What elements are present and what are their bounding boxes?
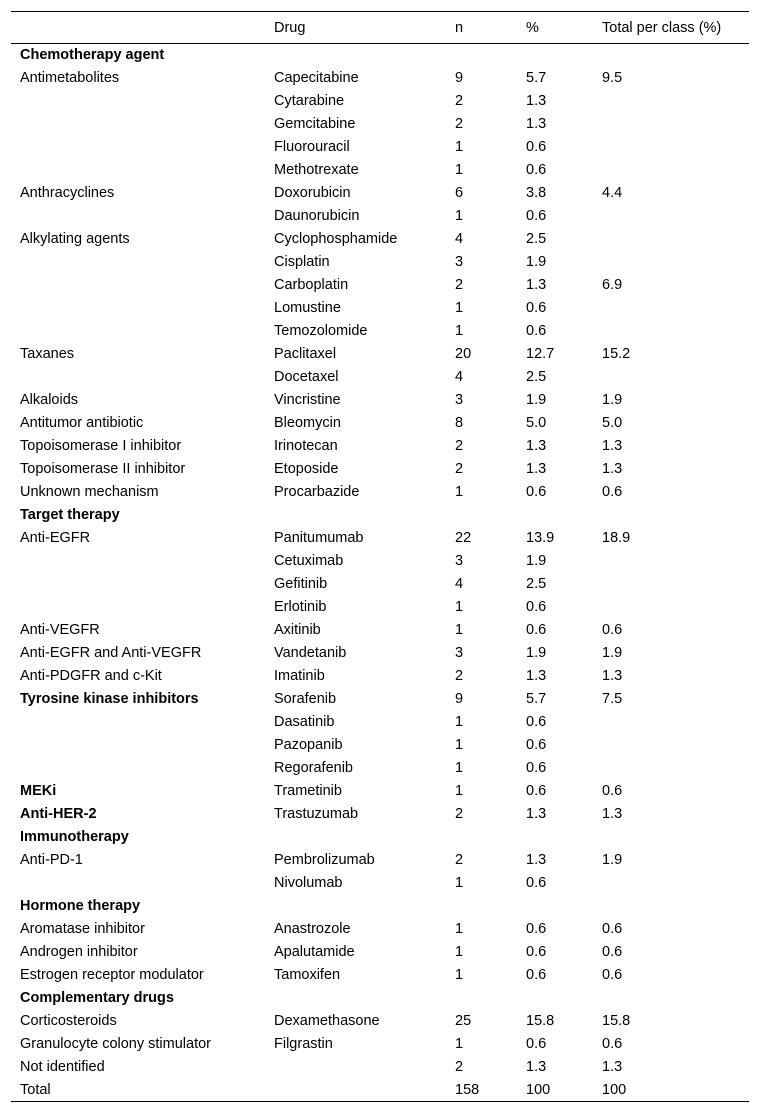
drug-cell: Imatinib — [274, 668, 325, 684]
n-cell: 2 — [455, 116, 464, 132]
class-cell: Granulocyte colony stimulator — [20, 1036, 211, 1052]
table-row — [11, 113, 749, 136]
class-cell: Anti-EGFR — [20, 530, 91, 546]
table-row — [11, 343, 749, 366]
n-cell: 4 — [455, 231, 464, 247]
table-row — [11, 67, 749, 90]
total-cell — [593, 251, 749, 274]
drug-cell — [265, 987, 446, 1010]
n-cell: 2 — [455, 438, 464, 454]
class-cell: Topoisomerase II inhibitor — [20, 461, 186, 477]
drug-cell: Daunorubicin — [274, 208, 360, 224]
header-n: n — [446, 12, 517, 44]
n-cell: 2 — [455, 277, 464, 293]
percent-cell: 0.6 — [526, 875, 547, 891]
drug-cell: Trametinib — [274, 783, 342, 799]
percent-cell: 1.3 — [526, 852, 547, 868]
n-cell: 2 — [455, 1059, 464, 1075]
class-cell: MEKi — [20, 783, 57, 799]
class-cell: Complementary drugs — [20, 990, 174, 1006]
percent-cell — [517, 987, 593, 1010]
drug-cell: Irinotecan — [274, 438, 338, 454]
class-cell: Hormone therapy — [20, 898, 141, 914]
drug-cell: Methotrexate — [274, 162, 359, 178]
total-cell — [593, 895, 749, 918]
drug-cell — [265, 826, 446, 849]
table-row — [11, 527, 749, 550]
drug-cell: Trastuzumab — [274, 806, 359, 822]
header-drug: Drug — [265, 12, 446, 44]
class-cell — [11, 159, 265, 182]
n-cell: 2 — [455, 806, 464, 822]
drug-cell: Capecitabine — [274, 70, 359, 86]
percent-cell: 0.6 — [526, 622, 547, 638]
percent-cell: 2.5 — [526, 369, 547, 385]
percent-cell: 1.3 — [526, 668, 547, 684]
n-cell: 1 — [455, 1036, 464, 1052]
drug-cell: Panitumumab — [274, 530, 364, 546]
class-cell — [11, 113, 265, 136]
percent-cell: 3.8 — [526, 185, 547, 201]
percent-cell: 5.7 — [526, 691, 547, 707]
total-cell: 1.3 — [602, 438, 623, 454]
n-cell: 3 — [455, 645, 464, 661]
n-cell — [446, 987, 517, 1010]
class-cell — [11, 550, 265, 573]
drug-cell: Pembrolizumab — [274, 852, 375, 868]
percent-cell: 0.6 — [526, 208, 547, 224]
table-row — [11, 780, 749, 803]
total-cell: 0.6 — [602, 1036, 623, 1052]
class-cell: Estrogen receptor modulator — [20, 967, 204, 983]
total-cell: 1.9 — [602, 645, 623, 661]
table-row — [11, 366, 749, 389]
percent-cell: 0.6 — [526, 737, 547, 753]
table-row — [11, 205, 749, 228]
drug-cell: Procarbazide — [274, 484, 360, 500]
percent-cell: 0.6 — [526, 484, 547, 500]
percent-cell — [517, 504, 593, 527]
percent-cell: 1.3 — [526, 116, 547, 132]
percent-cell: 0.6 — [526, 323, 547, 339]
percent-cell: 0.6 — [526, 139, 547, 155]
drug-cell: Anastrozole — [274, 921, 351, 937]
class-cell: Aromatase inhibitor — [20, 921, 145, 937]
class-cell — [11, 872, 265, 895]
total-cell — [593, 90, 749, 113]
class-cell — [11, 573, 265, 596]
percent-cell: 1.3 — [526, 806, 547, 822]
n-cell: 3 — [455, 392, 464, 408]
table-row — [11, 182, 749, 205]
n-cell: 9 — [455, 70, 464, 86]
class-cell: Anthracyclines — [20, 185, 115, 201]
table-row — [11, 1010, 749, 1033]
total-cell — [593, 205, 749, 228]
table-row — [11, 734, 749, 757]
drug-cell: Fluorouracil — [274, 139, 350, 155]
class-cell: Total — [11, 1079, 265, 1102]
total-cell: 18.9 — [602, 530, 631, 546]
table-row — [11, 458, 749, 481]
drug-cell: Nivolumab — [274, 875, 343, 891]
table-row — [11, 228, 749, 251]
percent-cell: 1.3 — [526, 461, 547, 477]
table-row — [11, 941, 749, 964]
total-cell: 0.6 — [602, 967, 623, 983]
total-cell: 15.2 — [602, 346, 631, 362]
drug-cell: Temozolomide — [274, 323, 368, 339]
n-cell: 3 — [455, 553, 464, 569]
n-cell: 8 — [455, 415, 464, 431]
total-cell: 0.6 — [602, 944, 623, 960]
percent-cell: 0.6 — [526, 967, 547, 983]
class-cell — [11, 251, 265, 274]
drug-cell — [265, 895, 446, 918]
total-cell: 0.6 — [602, 484, 623, 500]
table-row — [11, 1079, 749, 1102]
n-cell: 1 — [455, 783, 464, 799]
n-cell: 3 — [455, 254, 464, 270]
percent-cell: 15.8 — [526, 1013, 555, 1029]
class-cell: Androgen inhibitor — [20, 944, 138, 960]
n-cell: 1 — [455, 300, 464, 316]
class-cell: Anti-PD-1 — [20, 852, 83, 868]
class-cell: Anti-HER-2 — [20, 806, 97, 822]
percent-cell: 0.6 — [526, 921, 547, 937]
total-cell — [593, 228, 749, 251]
header-percent: % — [517, 12, 593, 44]
total-cell — [593, 550, 749, 573]
class-cell: Anti-PDGFR and c-Kit — [20, 668, 162, 684]
drug-cell — [265, 44, 446, 67]
header-total-per-class: Total per class (%) — [593, 12, 749, 44]
n-cell — [446, 895, 517, 918]
section-header-row — [11, 987, 749, 1010]
drug-cell: Cyclophosphamide — [274, 231, 398, 247]
percent-cell: 2.5 — [526, 576, 547, 592]
n-cell — [446, 44, 517, 67]
table-row — [11, 136, 749, 159]
drug-cell: Filgrastin — [274, 1036, 333, 1052]
percent-cell: 0.6 — [526, 783, 547, 799]
table-row — [11, 550, 749, 573]
class-cell — [11, 320, 265, 343]
table-row — [11, 872, 749, 895]
table-row — [11, 665, 749, 688]
percent-cell: 1.3 — [526, 1059, 547, 1075]
total-cell — [593, 113, 749, 136]
percent-cell: 0.6 — [526, 1036, 547, 1052]
class-cell — [11, 596, 265, 619]
percent-cell: 12.7 — [526, 346, 555, 362]
n-cell: 1 — [455, 208, 464, 224]
table-row — [11, 573, 749, 596]
table-row — [11, 596, 749, 619]
table-row — [11, 757, 749, 780]
percent-cell: 1.3 — [526, 93, 547, 109]
drug-cell: Vandetanib — [274, 645, 347, 661]
class-cell — [11, 90, 265, 113]
section-header-row — [11, 826, 749, 849]
table-row — [11, 619, 749, 642]
total-cell: 0.6 — [602, 622, 623, 638]
table-row — [11, 90, 749, 113]
total-cell — [593, 734, 749, 757]
table-row — [11, 642, 749, 665]
percent-cell: 100 — [517, 1079, 593, 1102]
class-cell — [11, 297, 265, 320]
class-cell: Target therapy — [20, 507, 120, 523]
n-cell: 1 — [455, 484, 464, 500]
drug-cell: Gemcitabine — [274, 116, 356, 132]
drug-cell — [265, 1079, 446, 1102]
drug-cell: Etoposide — [274, 461, 339, 477]
percent-cell: 5.0 — [526, 415, 547, 431]
drug-cell: Carboplatin — [274, 277, 349, 293]
table-row — [11, 1056, 749, 1079]
table-body — [11, 44, 749, 1102]
n-cell — [446, 504, 517, 527]
total-cell: 1.9 — [602, 392, 623, 408]
table-row — [11, 711, 749, 734]
table-header — [11, 12, 749, 44]
drug-cell: Dasatinib — [274, 714, 335, 730]
drug-table — [11, 11, 749, 1102]
n-cell: 1 — [455, 944, 464, 960]
total-cell — [593, 504, 749, 527]
drug-cell: Regorafenib — [274, 760, 353, 776]
percent-cell: 0.6 — [526, 760, 547, 776]
total-cell — [593, 297, 749, 320]
drug-cell: Bleomycin — [274, 415, 341, 431]
total-cell — [593, 872, 749, 895]
total-cell: 100 — [593, 1079, 749, 1102]
class-cell — [11, 757, 265, 780]
n-cell: 1 — [455, 323, 464, 339]
n-cell: 6 — [455, 185, 464, 201]
n-cell: 1 — [455, 875, 464, 891]
header-class — [11, 12, 265, 44]
table-row — [11, 412, 749, 435]
table-row — [11, 803, 749, 826]
n-cell: 22 — [455, 530, 472, 546]
section-header-row — [11, 895, 749, 918]
class-cell: Anti-EGFR and Anti-VEGFR — [20, 645, 202, 661]
class-cell — [11, 734, 265, 757]
drug-cell: Pazopanib — [274, 737, 343, 753]
n-cell: 2 — [455, 668, 464, 684]
n-cell: 20 — [455, 346, 472, 362]
percent-cell — [517, 895, 593, 918]
percent-cell: 5.7 — [526, 70, 547, 86]
n-cell: 4 — [455, 369, 464, 385]
n-cell: 9 — [455, 691, 464, 707]
drug-cell: Tamoxifen — [274, 967, 341, 983]
percent-cell: 0.6 — [526, 300, 547, 316]
drug-cell: Gefitinib — [274, 576, 328, 592]
total-cell: 1.3 — [602, 806, 623, 822]
percent-cell: 1.9 — [526, 254, 547, 270]
n-cell: 1 — [455, 760, 464, 776]
class-cell — [11, 711, 265, 734]
percent-cell: 1.3 — [526, 438, 547, 454]
class-cell — [11, 274, 265, 297]
percent-cell: 0.6 — [526, 944, 547, 960]
class-cell: Tyrosine kinase inhibitors — [20, 691, 199, 707]
header-row — [11, 12, 749, 44]
drug-cell: Dexamethasone — [274, 1013, 380, 1029]
table-row — [11, 688, 749, 711]
n-cell: 25 — [455, 1013, 472, 1029]
total-cell: 4.4 — [602, 185, 623, 201]
drug-cell: Paclitaxel — [274, 346, 337, 362]
total-cell: 0.6 — [602, 783, 623, 799]
total-cell: 1.3 — [602, 461, 623, 477]
class-cell: Topoisomerase I inhibitor — [20, 438, 182, 454]
n-cell: 2 — [455, 93, 464, 109]
class-cell: Alkaloids — [20, 392, 79, 408]
drug-cell: Cytarabine — [274, 93, 345, 109]
percent-cell: 0.6 — [526, 162, 547, 178]
table-row — [11, 320, 749, 343]
drug-cell: Cisplatin — [274, 254, 330, 270]
n-cell: 1 — [455, 921, 464, 937]
percent-cell: 2.5 — [526, 231, 547, 247]
table-row — [11, 159, 749, 182]
drug-cell: Erlotinib — [274, 599, 327, 615]
class-cell: Antimetabolites — [20, 70, 120, 86]
drug-cell: Doxorubicin — [274, 185, 351, 201]
n-cell: 2 — [455, 852, 464, 868]
table-row — [11, 274, 749, 297]
total-cell: 7.5 — [602, 691, 623, 707]
class-cell: Not identified — [20, 1059, 105, 1075]
percent-cell — [517, 44, 593, 67]
total-cell: 0.6 — [602, 921, 623, 937]
total-cell — [593, 987, 749, 1010]
total-cell — [593, 136, 749, 159]
class-cell — [11, 136, 265, 159]
table-row — [11, 481, 749, 504]
table-row — [11, 849, 749, 872]
total-cell — [593, 826, 749, 849]
total-cell — [593, 366, 749, 389]
n-cell: 4 — [455, 576, 464, 592]
table-row — [11, 251, 749, 274]
table-row — [11, 297, 749, 320]
table-row — [11, 1033, 749, 1056]
drug-cell: Cetuximab — [274, 553, 344, 569]
n-cell: 2 — [455, 461, 464, 477]
drug-cell: Apalutamide — [274, 944, 355, 960]
total-cell — [593, 159, 749, 182]
n-cell: 1 — [455, 714, 464, 730]
n-cell: 1 — [455, 599, 464, 615]
class-cell: Corticosteroids — [20, 1013, 117, 1029]
percent-cell: 0.6 — [526, 599, 547, 615]
total-cell — [593, 711, 749, 734]
table-row — [11, 389, 749, 412]
percent-cell: 1.3 — [526, 277, 547, 293]
n-cell: 1 — [455, 737, 464, 753]
total-cell — [593, 596, 749, 619]
total-cell: 1.3 — [602, 1059, 623, 1075]
drug-cell: Sorafenib — [274, 691, 337, 707]
total-cell — [593, 320, 749, 343]
n-cell: 158 — [446, 1079, 517, 1102]
percent-cell: 13.9 — [526, 530, 555, 546]
class-cell: Chemotherapy agent — [20, 47, 165, 64]
total-cell — [593, 44, 749, 67]
drug-cell: Lomustine — [274, 300, 341, 316]
total-cell — [593, 757, 749, 780]
class-cell: Immunotherapy — [20, 829, 129, 845]
total-cell: 9.5 — [602, 70, 623, 86]
total-cell — [593, 573, 749, 596]
total-cell: 1.9 — [602, 852, 623, 868]
n-cell: 1 — [455, 622, 464, 638]
class-cell — [11, 205, 265, 228]
n-cell — [446, 826, 517, 849]
drug-cell — [265, 1056, 446, 1079]
class-cell: Anti-VEGFR — [20, 622, 100, 638]
table-row — [11, 918, 749, 941]
drug-cell — [265, 504, 446, 527]
percent-cell: 0.6 — [526, 714, 547, 730]
table-row — [11, 964, 749, 987]
total-cell: 1.3 — [602, 668, 623, 684]
class-cell: Antitumor antibiotic — [20, 415, 144, 431]
total-cell: 5.0 — [602, 415, 623, 431]
n-cell: 1 — [455, 139, 464, 155]
percent-cell — [517, 826, 593, 849]
percent-cell: 1.9 — [526, 392, 547, 408]
class-cell: Taxanes — [20, 346, 75, 362]
drug-cell: Axitinib — [274, 622, 321, 638]
section-header-row — [11, 44, 749, 67]
percent-cell: 1.9 — [526, 645, 547, 661]
n-cell: 1 — [455, 967, 464, 983]
table-row — [11, 435, 749, 458]
n-cell: 1 — [455, 162, 464, 178]
class-cell: Unknown mechanism — [20, 484, 159, 500]
total-cell: 6.9 — [602, 277, 623, 293]
class-cell — [11, 366, 265, 389]
percent-cell: 1.9 — [526, 553, 547, 569]
drug-cell: Vincristine — [274, 392, 341, 408]
total-cell: 15.8 — [602, 1013, 631, 1029]
class-cell: Alkylating agents — [20, 231, 130, 247]
section-header-row — [11, 504, 749, 527]
drug-cell: Docetaxel — [274, 369, 339, 385]
